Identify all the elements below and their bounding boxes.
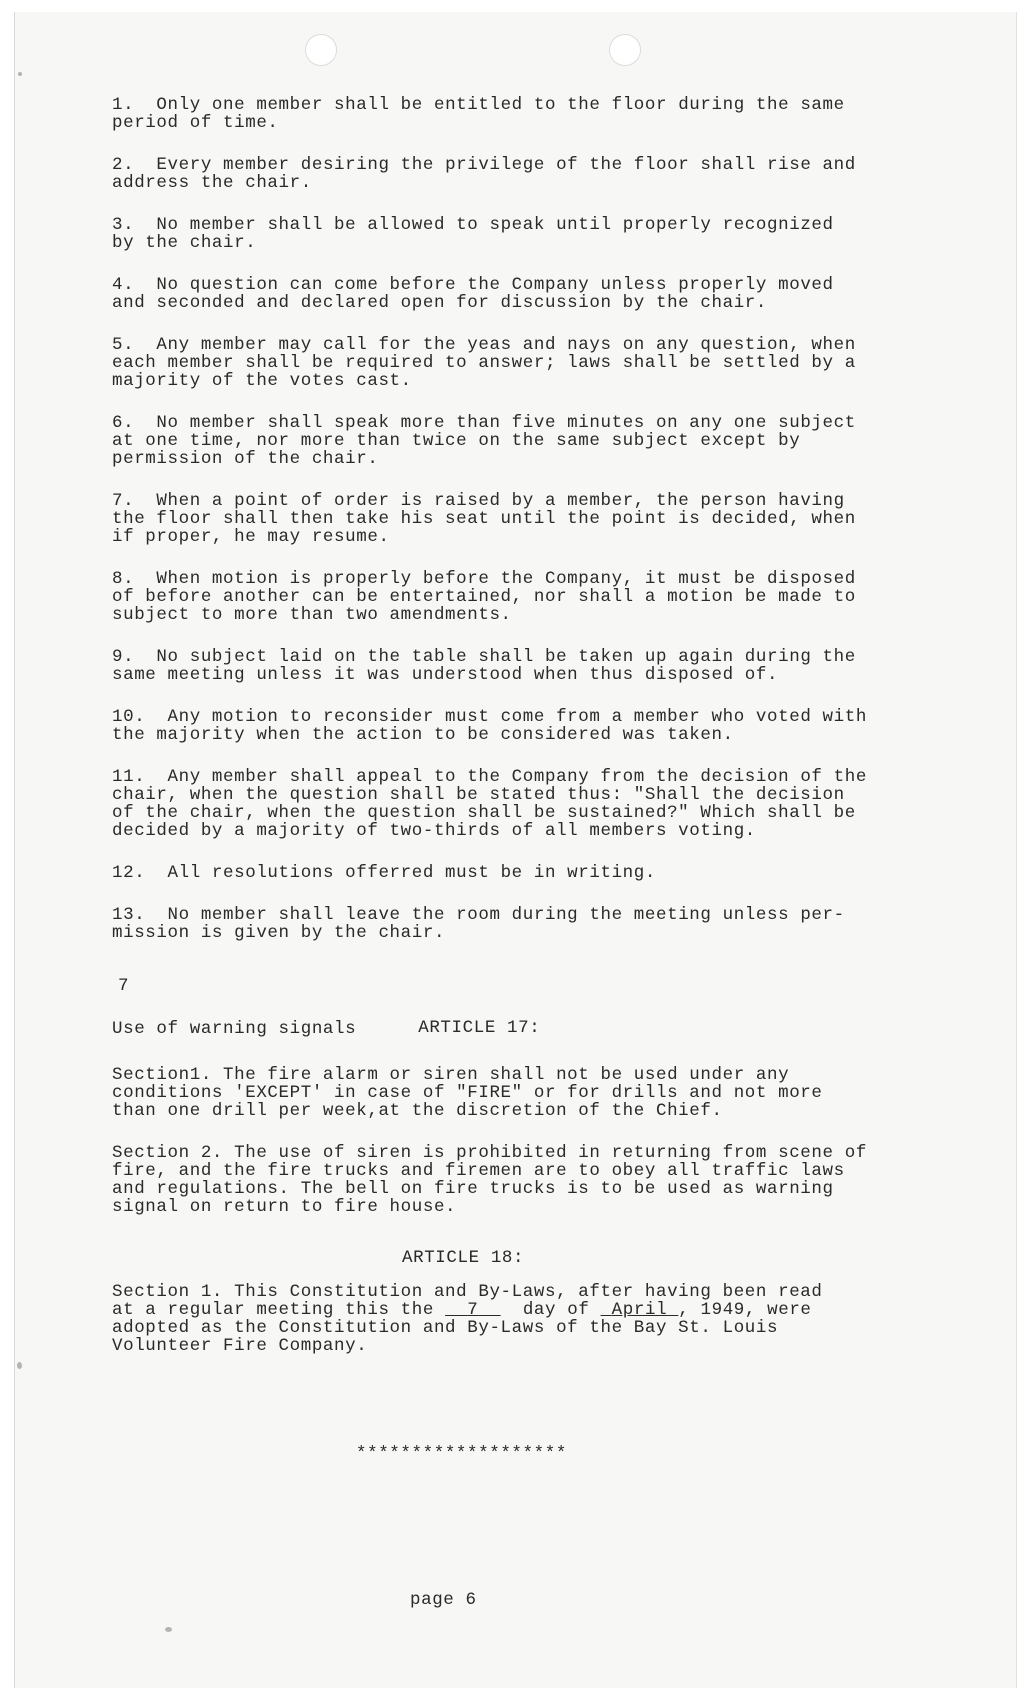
rule-first-line [112, 906, 942, 924]
rule-line: permission of the chair. [112, 449, 379, 469]
rule-number: 5. [112, 335, 135, 355]
rule-line: period of time. [112, 113, 279, 133]
rule-text: Only one member shall be entitled to the floor during the same [134, 95, 845, 115]
article-18-heading: ARTICLE 18: [402, 1248, 525, 1268]
rule-first-line [112, 648, 942, 666]
rule-text: No subject laid on the table shall be taken up again during the [134, 647, 856, 667]
rule-first-line [112, 768, 942, 786]
rule-first-line [112, 708, 942, 726]
rule-number: 4. [112, 275, 135, 295]
rule-first-line [112, 96, 942, 114]
article-18-line-2-pre: at a regular meeting this the [112, 1300, 434, 1320]
rule-text: No member shall be allowed to speak until properly recognized [134, 215, 834, 235]
rule-line: mission is given by the chair. [112, 923, 446, 943]
rule-item [112, 648, 942, 684]
rule-line: decided by a majority of two-thirds of all members voting. [112, 821, 756, 841]
rule-item [112, 336, 942, 390]
rule-number: 9. [112, 647, 135, 667]
rule-first-line [112, 336, 942, 354]
rule-line: of before another can be entertained, nor shall a motion be made to [112, 587, 856, 607]
rule-text: No question can come before the Company unless properly moved [134, 275, 834, 295]
article-17-subheading-text: Use of warning signals [112, 1019, 357, 1039]
separator-stars: ******************* [356, 1444, 567, 1464]
rule-text: When a point of order is raised by a member, the person having [134, 491, 845, 511]
document-sheet [14, 12, 1017, 1688]
rule-number: 7. [112, 491, 135, 511]
rule-text: All resolutions offerred must be in writing. [145, 863, 656, 883]
scan-speck [165, 1627, 172, 1632]
adoption-month-value: April [611, 1300, 668, 1320]
article-18-line-3: adopted as the Constitution and By-Laws of the Bay St. Louis [112, 1318, 779, 1338]
rule-line: the floor shall then take his seat until the point is decided, when [112, 509, 856, 529]
rule-number: 1. [112, 95, 135, 115]
rule-item [112, 156, 942, 192]
rule-line: and seconded and declared open for discussion by the chair. [112, 293, 768, 313]
article-18-line-2 [112, 1301, 942, 1319]
rule-text: No member shall speak more than five minutes on any one subject [134, 413, 856, 433]
rule-first-line [112, 864, 942, 882]
page-number: page 6 [410, 1590, 477, 1610]
rule-item [112, 570, 942, 624]
rule-number: 13. [112, 905, 146, 925]
rule-line: by the chair. [112, 233, 257, 253]
rule-first-line [112, 414, 942, 432]
article-18-section-1 [112, 1283, 942, 1355]
rule-item [112, 906, 942, 942]
rule-item [112, 96, 942, 132]
rule-line: majority of the votes cast. [112, 371, 412, 391]
adoption-day [445, 1300, 501, 1320]
adoption-day-value: 7 [467, 1300, 479, 1320]
rule-item [112, 708, 942, 744]
rule-first-line [112, 570, 942, 588]
punch-hole-right [609, 34, 641, 66]
article-18-line-2-mid: day of [522, 1300, 590, 1320]
rule-line: same meeting unless it was understood when thus disposed of. [112, 665, 779, 685]
rule-number: 3. [112, 215, 135, 235]
rule-item [112, 276, 942, 312]
rule-number: 11. [112, 767, 146, 787]
rule-text: Any member shall appeal to the Company from the decision of the [145, 767, 867, 787]
rule-first-line [112, 216, 942, 234]
rule-item [112, 414, 942, 468]
rule-line: of the chair, when the question shall be sustained?" Which shall be [112, 803, 856, 823]
rule-text: Any motion to reconsider must come from a member who voted with [145, 707, 867, 727]
rule-number: 10. [112, 707, 146, 727]
rule-line: at one time, nor more than twice on the same subject except by [112, 431, 801, 451]
rule-item [112, 864, 942, 882]
article-17-subheading [112, 1020, 942, 1038]
scan-speck [17, 1362, 22, 1369]
rule-item [112, 216, 942, 252]
rule-number: 8. [112, 569, 135, 589]
rule-line: chair, when the question shall be stated thus: "Shall the decision [112, 785, 845, 805]
article-18-line-2-post: , 1949, were [678, 1300, 812, 1320]
adoption-month [601, 1300, 679, 1320]
section-2-line: fire, and the fire trucks and firemen are to obey all traffic laws [112, 1161, 845, 1181]
rule-number: 12. [112, 863, 146, 883]
rule-line: address the chair. [112, 173, 312, 193]
section-1-line: conditions 'EXCEPT' in case of "FIRE" or for drills and not more [112, 1083, 823, 1103]
article-18-line-1: Section 1. This Constitution and By-Laws, after having been read [112, 1282, 823, 1302]
section-2-line: signal on return to fire house. [112, 1197, 457, 1217]
rule-first-line [112, 276, 942, 294]
rule-item [112, 768, 942, 840]
margin-mark-text: 7 [118, 976, 130, 996]
rule-first-line [112, 492, 942, 510]
rule-text: Any member may call for the yeas and nays on any question, when [134, 335, 856, 355]
section-2-line: Section 2. The use of siren is prohibited in returning from scene of [112, 1143, 867, 1163]
rule-text: No member shall leave the room during the meeting unless per- [145, 905, 845, 925]
section-1-line: than one drill per week,at the discretion of the Chief. [112, 1101, 723, 1121]
rule-text: Every member desiring the privilege of the floor shall rise and [134, 155, 856, 175]
rule-line: the majority when the action to be considered was taken. [112, 725, 734, 745]
rule-line: subject to more than two amendments. [112, 605, 512, 625]
section-1-line: Section1. The fire alarm or siren shall not be used under any [112, 1065, 790, 1085]
scan-speck [18, 72, 22, 76]
rule-item [112, 492, 942, 546]
rule-line: each member shall be required to answer; laws shall be settled by a [112, 353, 856, 373]
rule-number: 6. [112, 413, 135, 433]
rule-first-line [112, 156, 942, 174]
rule-number: 2. [112, 155, 135, 175]
punch-hole-left [305, 34, 337, 66]
article-17-section-2 [112, 1144, 942, 1216]
section-2-line: and regulations. The bell on fire trucks is to be used as warning [112, 1179, 834, 1199]
article-17-heading: ARTICLE 17: [418, 1018, 541, 1038]
article-17-section-1 [112, 1066, 942, 1120]
article-18-line-4: Volunteer Fire Company. [112, 1336, 368, 1356]
rule-text: When motion is properly before the Company, it must be disposed [134, 569, 856, 589]
rule-line: if proper, he may resume. [112, 527, 390, 547]
